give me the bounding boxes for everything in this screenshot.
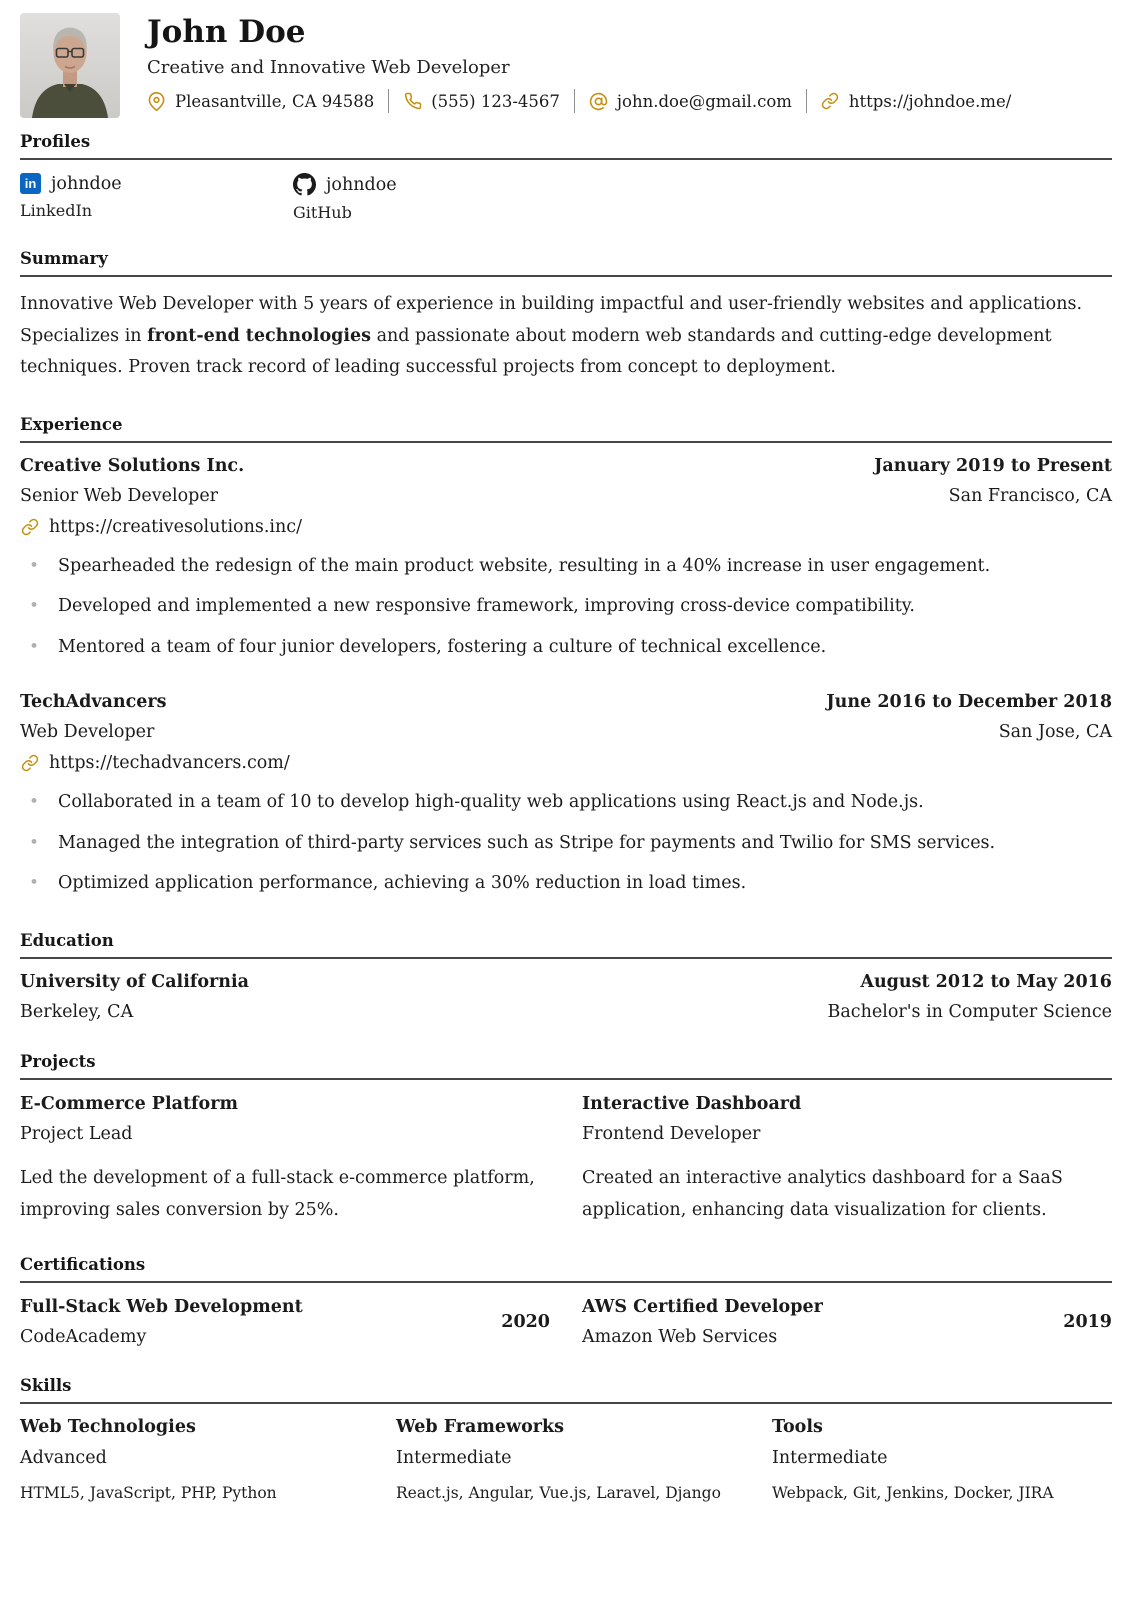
link-icon: [20, 753, 39, 772]
phone-text: (555) 123-4567: [431, 91, 560, 111]
certification-entry: [582, 1297, 1112, 1347]
skill-keywords: HTML5, JavaScript, PHP, Python: [20, 1484, 277, 1502]
location-text: Pleasantville, CA 94588: [175, 91, 375, 111]
position-title: Web Developer: [20, 721, 155, 742]
section-education: [20, 931, 1112, 1022]
company-name: Creative Solutions Inc.: [20, 455, 245, 476]
certification-issuer: Amazon Web Services: [582, 1327, 778, 1347]
company-url-row: [20, 517, 1112, 537]
company-url[interactable]: https://creativesolutions.inc/: [49, 516, 302, 537]
skill-entry: [396, 1417, 736, 1502]
education-dates: August 2012 to May 2016: [860, 972, 1112, 992]
contact-email: [589, 92, 792, 111]
project-name: Interactive Dashboard: [582, 1094, 802, 1114]
certification-name: Full-Stack Web Development: [20, 1297, 303, 1317]
skill-keywords: Webpack, Git, Jenkins, Docker, JIRA: [772, 1484, 1054, 1502]
person-headline: Creative and Innovative Web Developer: [147, 57, 510, 79]
company-url-row: [20, 753, 1112, 773]
link-icon: [821, 92, 840, 111]
section-certifications: [20, 1255, 1112, 1347]
skill-name: Web Frameworks: [396, 1417, 564, 1437]
experience-entry: [20, 692, 1112, 895]
map-pin-icon: [147, 92, 166, 111]
highlight-item: • Optimized application performance, achieving a 30% reduction in load times.: [20, 872, 1112, 895]
school-name: University of California: [20, 972, 249, 992]
contact-row: [147, 89, 1011, 113]
project-description: Led the development of a full-stack e-commerce platform, improving sales conversion by 25%.: [20, 1168, 535, 1220]
portrait-image: [20, 13, 120, 118]
project-role: Project Lead: [20, 1124, 133, 1144]
degree: Bachelor's in Computer Science: [827, 1002, 1112, 1022]
section-projects: [20, 1052, 1112, 1226]
project-entry: [20, 1094, 550, 1226]
highlight-item: • Developed and implemented a new responsive framework, improving cross-device compatibility.: [20, 595, 1112, 618]
link-icon: [20, 517, 39, 536]
website-link[interactable]: https://johndoe.me/: [848, 91, 1012, 111]
skill-name: Tools: [772, 1417, 823, 1437]
separator: [806, 89, 807, 113]
github-network-label: GitHub: [293, 203, 352, 222]
skill-level: Advanced: [20, 1448, 107, 1468]
position-title: Senior Web Developer: [20, 485, 219, 506]
highlight-item: • Managed the integration of third-party services such as Stripe for payments and Twilio for SMS services.: [20, 832, 1112, 855]
education-heading: Education: [20, 931, 1112, 959]
linkedin-network-label: LinkedIn: [20, 201, 93, 220]
experience-heading: Experience: [20, 415, 1112, 443]
profile-github: [293, 173, 566, 222]
separator: [574, 89, 575, 113]
certification-year: 2020: [501, 1312, 550, 1332]
header-text: [147, 13, 1011, 113]
certification-issuer: CodeAcademy: [20, 1327, 147, 1347]
section-summary: [20, 249, 1112, 384]
job-location: San Jose, CA: [998, 721, 1112, 742]
school-location: Berkeley, CA: [20, 1002, 134, 1022]
separator: [388, 89, 389, 113]
summary-text: Innovative Web Developer with 5 years of experience in building impactful and user-friendly websites and applications. Specializes in: [20, 294, 1083, 346]
date-range: June 2016 to December 2018: [826, 691, 1112, 712]
github-username[interactable]: johndoe: [326, 174, 397, 195]
highlight-item: • Mentored a team of four junior developers, fostering a culture of technical excellence.: [20, 636, 1112, 659]
profile-photo: [20, 13, 120, 118]
certifications-heading: Certifications: [20, 1255, 1112, 1283]
skill-level: Intermediate: [772, 1448, 888, 1468]
profile-linkedin: [20, 173, 293, 222]
project-role: Frontend Developer: [582, 1124, 761, 1144]
person-name: John Doe: [147, 14, 306, 50]
date-range: January 2019 to Present: [874, 455, 1112, 476]
projects-heading: Projects: [20, 1052, 1112, 1080]
certification-year: 2019: [1063, 1312, 1112, 1332]
certification-entry: [20, 1297, 550, 1347]
summary-text: and passionate about modern web standards and cutting-edge development techniques. Proven track record of leading successful projects from concept to deployment.: [20, 325, 1052, 377]
github-icon: [293, 173, 316, 196]
header: [20, 13, 1112, 118]
skill-name: Web Technologies: [20, 1417, 196, 1437]
section-profiles: [20, 132, 1112, 222]
profiles-heading: Profiles: [20, 132, 1112, 160]
contact-phone: [403, 92, 560, 111]
summary-heading: Summary: [20, 249, 1112, 277]
profiles-grid: [20, 173, 1112, 222]
summary-paragraph: [20, 289, 1112, 384]
job-highlights: [20, 555, 1112, 659]
email-link[interactable]: john.doe@gmail.com: [616, 91, 792, 111]
skill-entry: [20, 1417, 360, 1502]
skill-keywords: React.js, Angular, Vue.js, Laravel, Django: [396, 1484, 721, 1502]
skill-entry: [772, 1417, 1112, 1502]
company-url[interactable]: https://techadvancers.com/: [49, 752, 290, 773]
skills-grid: [20, 1417, 1112, 1502]
experience-entry: [20, 456, 1112, 659]
skill-level: Intermediate: [396, 1448, 512, 1468]
certifications-grid: [20, 1297, 1112, 1347]
phone-icon: [403, 92, 422, 111]
project-description: Created an interactive analytics dashboard for a SaaS application, enhancing data visualization for clients.: [582, 1168, 1063, 1220]
linkedin-username[interactable]: johndoe: [51, 173, 122, 194]
company-name: TechAdvancers: [20, 691, 167, 712]
job-highlights: [20, 791, 1112, 895]
highlight-item: • Spearheaded the redesign of the main product website, resulting in a 40% increase in user engagement.: [20, 555, 1112, 578]
job-location: San Francisco, CA: [948, 485, 1112, 506]
linkedin-icon: in: [20, 173, 41, 194]
section-skills: [20, 1376, 1112, 1502]
projects-grid: [20, 1094, 1112, 1226]
project-name: E-Commerce Platform: [20, 1094, 238, 1114]
project-entry: [582, 1094, 1112, 1226]
at-sign-icon: [589, 92, 608, 111]
section-experience: [20, 415, 1112, 896]
contact-location: [147, 92, 374, 111]
skills-heading: Skills: [20, 1376, 1112, 1404]
highlight-item: • Collaborated in a team of 10 to develop high-quality web applications using React.js and Node.js.: [20, 791, 1112, 814]
contact-website: [821, 92, 1011, 111]
certification-name: AWS Certified Developer: [582, 1297, 823, 1317]
summary-bold-phrase: front-end technologies: [147, 325, 371, 346]
